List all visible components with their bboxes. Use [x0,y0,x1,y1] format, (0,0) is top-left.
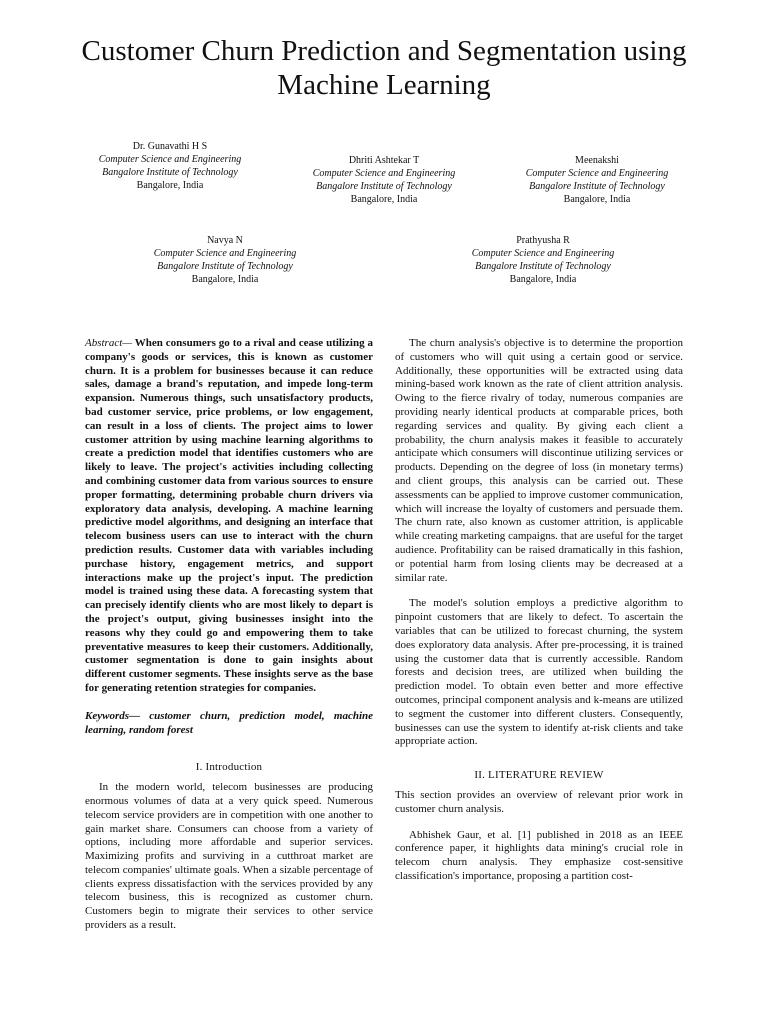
paragraph: The model's solution employs a predictive algorithm to pinpoint customers that are likely to defect. To ascertain the variables that can be utilized to forecast churning, the system does exploratory data analysis. After pre-processing, it is trained using the customer data that is currently accessible. Random forests and decision trees, are utilized when building the prediction model. To obtain even better and more effective outcomes, principal component analysis and k-means are utilized to segment the customer into different clusters. Consequently, businesses can use the system to identify at-risk clients and take appropriate action. [395,597,683,748]
right-column [395,337,683,884]
author-location: Bangalore, India [191,274,259,285]
abstract-text: When consumers go to a rival and cease utilizing a company's goods or services, this is known as customer churn. It is a problem for businesses because it can reduce sales, damage a brand's reputation, and impede long-term expansion. Numerous things, such unsatisfactory products, bad customer service, price problems, or low engagement, can result in a loss of clients. The project aims to lower customer attrition by using machine learning algorithms to create a prediction model that identifies customers who are likely to leave. The project's activities including collecting and combining customer data from various sources to ensure proper formatting, determining probable churn drivers via exploratory data analysis, developing. A machine learning predictive model algorithms, and designing an interface that telecom business users can use to interact with the churn prediction results. Customer data with variables including purchase history, engagement metrics, and support interactions make up the project's input. The prediction model is trained using these data. A forecasting system that can precisely identify clients who are most likely to depart is the project's output, giving businesses insight into the reasons why they could go and empowering them to take preventative measures to keep their customers. Additionally, customer segmentation is done to gain insights about different customer segments. These insights serve as the base for generating retention strategies for companies. [85,337,373,694]
author-dept: Computer Science and Engineering [471,248,615,259]
keywords-text: customer churn, prediction model, machine learning, random forest [85,709,373,736]
author-name: Meenakshi [575,155,619,166]
paragraph: Abhishek Gaur, et al. [1] published in 2018 as an IEEE conference paper, it highlights data mining's crucial role in telecom churn analysis. They emphasize cost-sensitive classification's importance, proposing a partition cost- [395,828,683,882]
abstract [85,337,373,696]
author-dept: Computer Science and Engineering [153,248,297,259]
author-dept: Computer Science and Engineering [312,168,456,179]
author-inst: Bangalore Institute of Technology [529,181,665,192]
author-inst: Bangalore Institute of Technology [102,167,238,178]
author-location: Bangalore, India [136,180,204,191]
paper-title: Customer Churn Prediction and Segmentation using Machine Learning [81,35,687,101]
section-heading-literature-review: II. LITERATURE REVIEW [474,769,604,782]
author-location: Bangalore, India [563,194,631,205]
keywords-label: Keywords— [85,709,140,722]
paragraph: The churn analysis's objective is to determine the proportion of customers who will quit using a certain good or service. Additionally, these opportunities will be extracted using data mining-based work known as the rate of client attrition analysis. Owing to the fierce rivalry of today, numerous companies are providing nearly identical products at comparable prices, both regarding services and quality. By giving each client a probability, the churn analysis makes it feasible to accurately anticipate which consumers will discontinue utilizing services or products. Depending on the degree of loss (in monetary terms) and client groups, this analysis can be carried out. These assessments can be applied to improve customer communication, which will increase the loyalty of customers and persuade them. The churn rate, also known as customer attrition, is applicable while creating marketing campaigns. that are useful for the target audience. Profitability can be raised dramatically in this fashion, or potential harm from losing clients may be decreased at a similar rate. [395,337,683,584]
abstract-label: Abstract— [85,337,133,349]
paragraph: This section provides an overview of relevant prior work in customer churn analysis. [395,788,683,815]
author-inst: Bangalore Institute of Technology [316,181,452,192]
author-dept: Computer Science and Engineering [98,154,242,165]
section-heading-introduction: I. Introduction [195,761,263,774]
author-name: Prathyusha R [516,235,570,246]
left-column [85,337,373,933]
author-name: Dhriti Ashtekar T [348,155,420,166]
author-block [458,234,628,286]
author-name: Navya N [207,235,243,246]
paragraph: In the modern world, telecom businesses are producing enormous volumes of data at a very quick speed. Numerous telecom service providers are in competition with one another to gain market share. Consumers can choose from a variety of options, including more affordable and superior services. Maximizing profits and surviving in a cutthroat market are telecom companies' ultimate goals. When a sizable percentage of clients express dissatisfaction with the services provided by any telecom business, this is recognized as customer churn. Customers begin to migrate their services to other service providers as a result. [85,781,373,932]
author-block [512,154,682,206]
author-inst: Bangalore Institute of Technology [157,261,293,272]
author-block [90,140,250,192]
author-block [300,154,468,206]
author-location: Bangalore, India [350,194,418,205]
keywords [85,710,373,738]
author-inst: Bangalore Institute of Technology [475,261,611,272]
author-name: Dr. Gunavathi H S [132,141,208,152]
author-location: Bangalore, India [509,274,577,285]
author-dept: Computer Science and Engineering [525,168,669,179]
author-block [140,234,310,286]
